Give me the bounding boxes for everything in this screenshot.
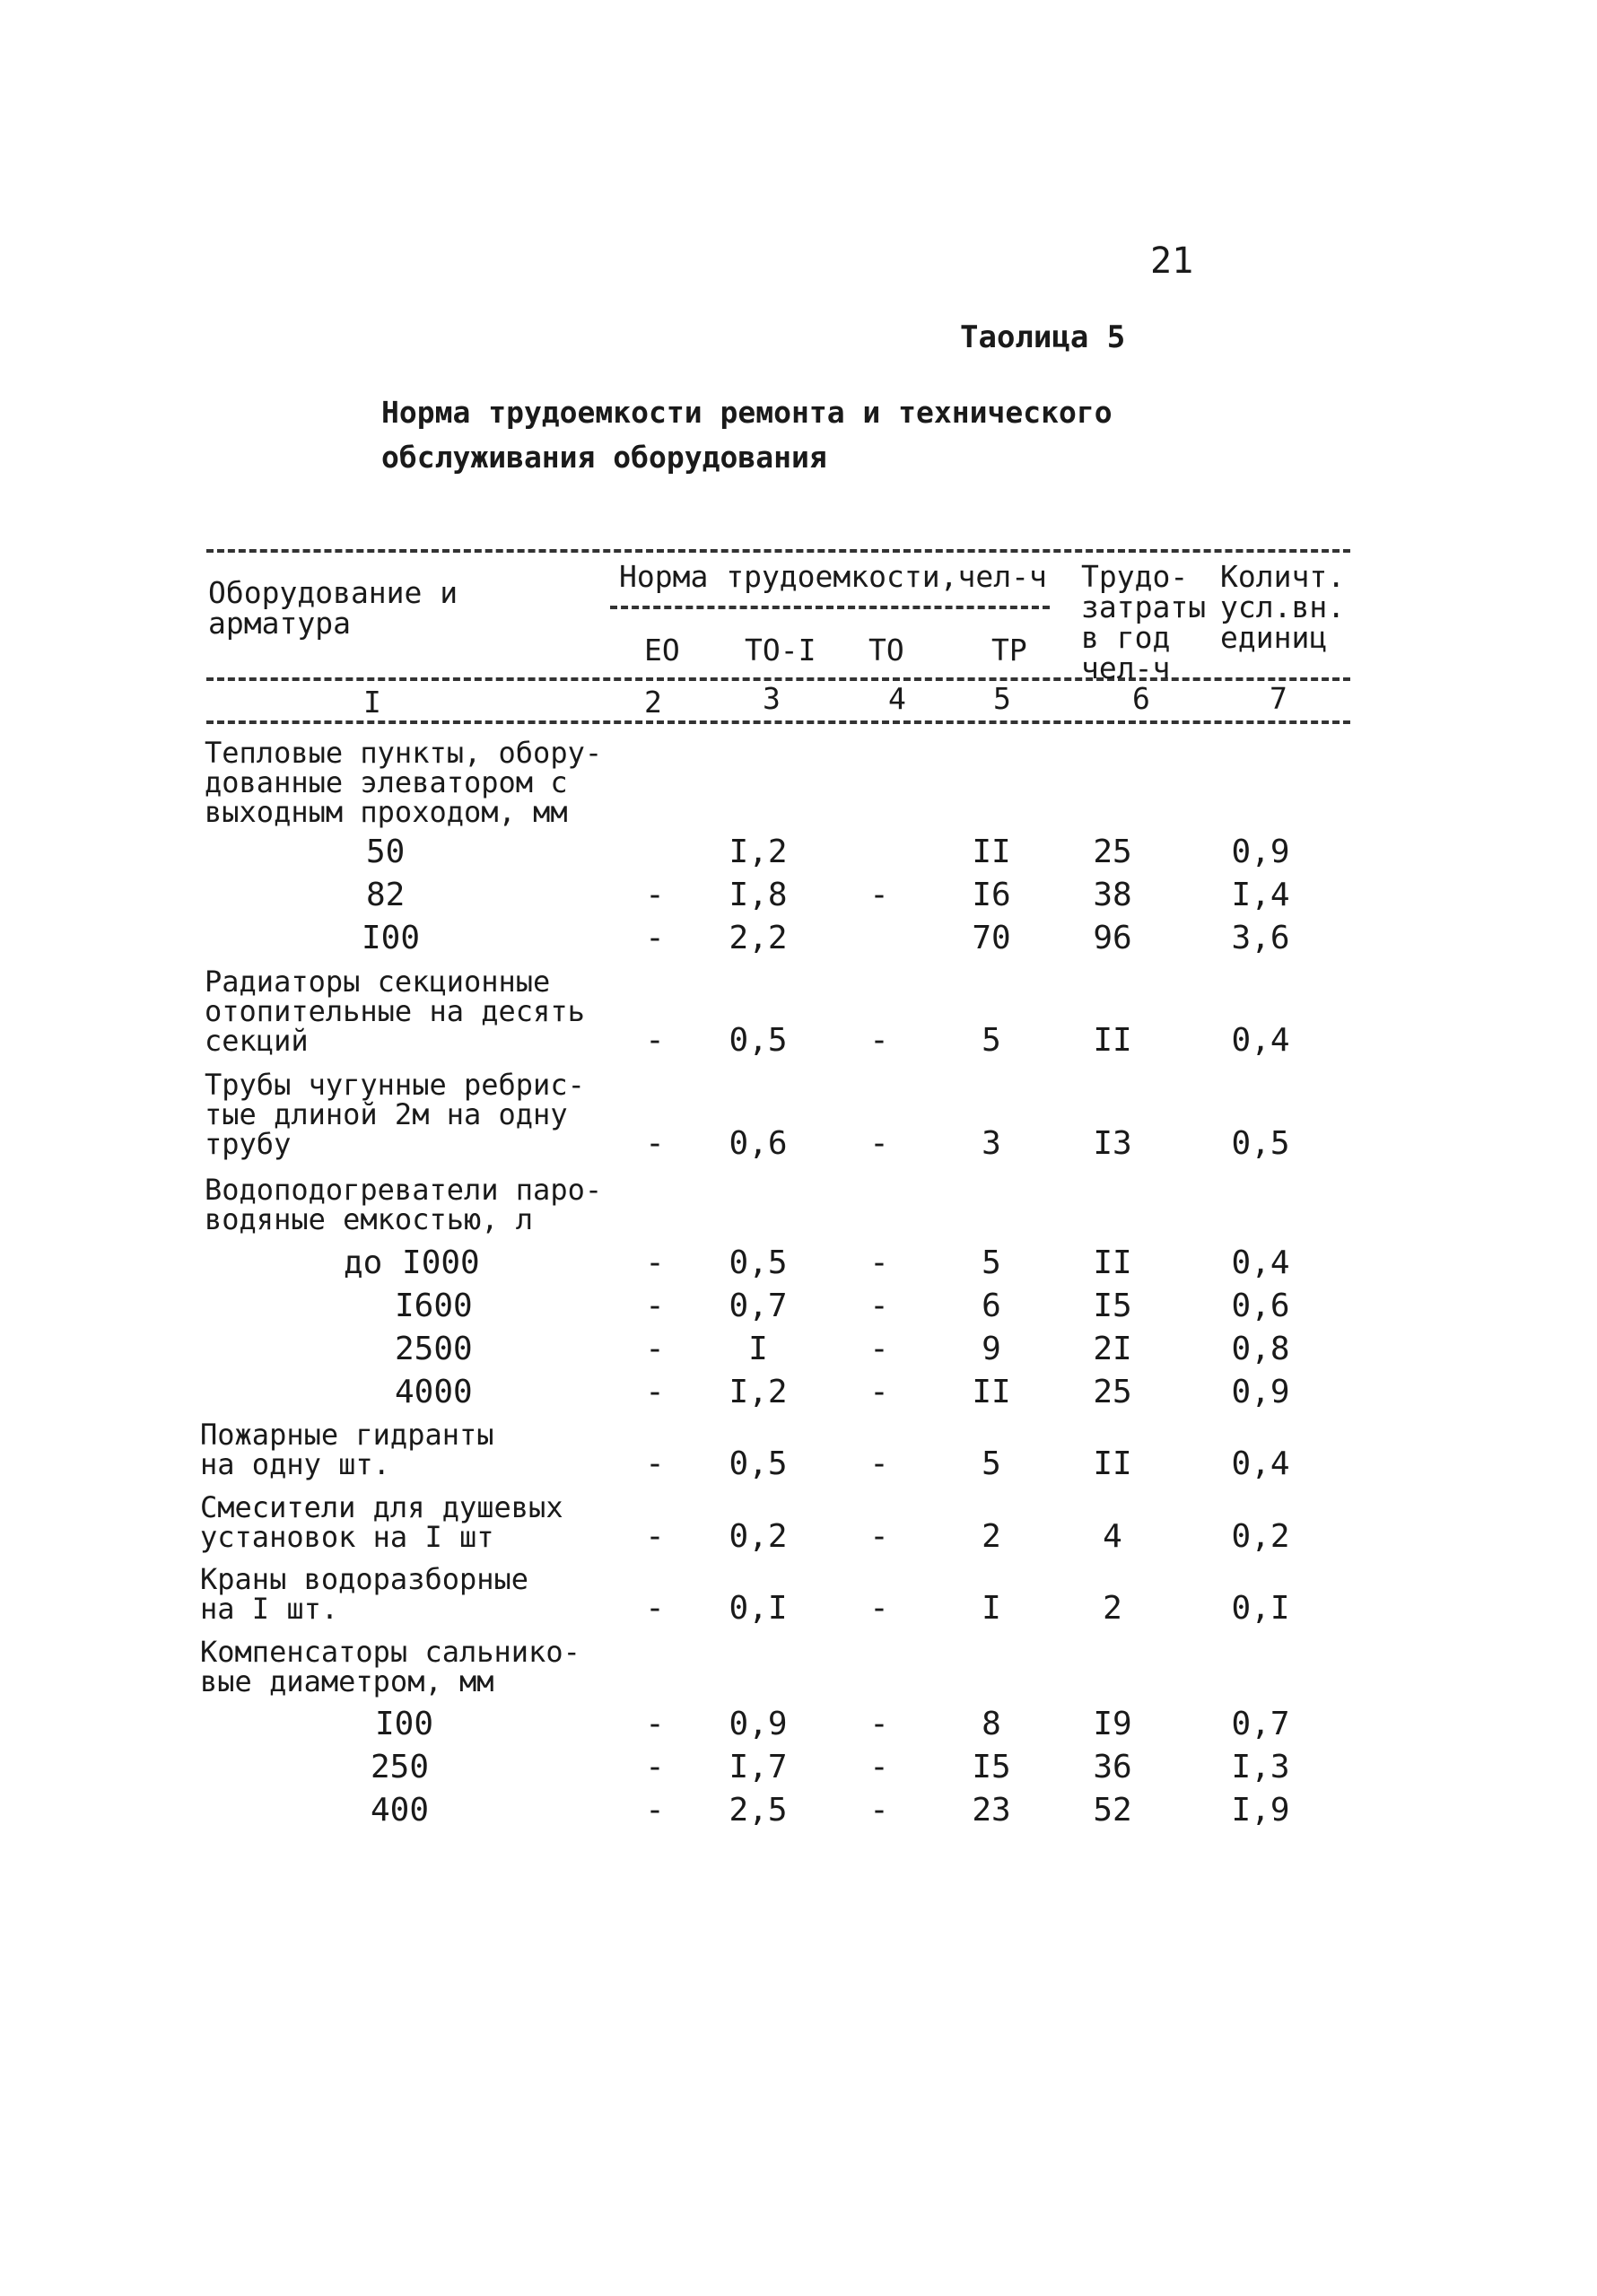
cell-annual: 4 — [1103, 1518, 1122, 1555]
sub-item-2500: 2500 — [395, 1331, 473, 1367]
caption-line-2: обслуживания оборудования — [381, 440, 827, 475]
cell-units: I,9 — [1231, 1792, 1290, 1829]
cell-eo: - — [645, 1125, 665, 1162]
sub-item-100: I00 — [362, 920, 421, 956]
cell-tr: II — [972, 1374, 1011, 1410]
cell-to: - — [869, 1792, 889, 1829]
sub-item-4000: 4000 — [395, 1374, 473, 1410]
cell-units: 0,5 — [1231, 1125, 1290, 1162]
cell-to: - — [869, 1445, 889, 1482]
row-label-taps: Краны водоразборные на I шт. — [200, 1562, 529, 1626]
cell-annual: 36 — [1093, 1749, 1132, 1785]
cell-tr: 3 — [982, 1125, 1001, 1162]
cell-to1: 0,5 — [729, 1022, 788, 1059]
table-label: Таолица 5 — [960, 319, 1126, 355]
cell-to: - — [869, 1022, 889, 1059]
cell-annual: 2I — [1093, 1331, 1132, 1367]
cell-units: 0,4 — [1231, 1244, 1290, 1281]
cell-annual: 2 — [1103, 1590, 1122, 1627]
header-labor-norm-group: Норма трудоемкости,чел-ч — [619, 559, 1047, 594]
cell-tr: I — [982, 1590, 1001, 1627]
cell-eo: - — [645, 877, 665, 913]
cell-units: 0,6 — [1231, 1288, 1290, 1324]
cell-tr: 5 — [982, 1445, 1001, 1482]
row-label-radiators: Радиаторы секционные отопительные на десять секций — [205, 965, 585, 1058]
cell-to1: 2,2 — [729, 920, 788, 956]
col-number-2: 2 — [644, 685, 662, 720]
cell-to: - — [869, 1331, 889, 1367]
cell-annual: 52 — [1093, 1792, 1132, 1829]
row-label-compensators: Компенсаторы сальнико- вые диаметром, мм — [200, 1635, 580, 1698]
cell-annual: I5 — [1093, 1288, 1132, 1324]
cell-eo: - — [645, 1792, 665, 1829]
header-eo: ЕО — [644, 633, 680, 668]
col-number-7: 7 — [1270, 681, 1287, 716]
cell-to1: 2,5 — [729, 1792, 788, 1829]
col-number-5: 5 — [993, 681, 1011, 716]
col-number-6: 6 — [1132, 681, 1150, 716]
header-bottom-rule — [206, 720, 1350, 724]
cell-eo: - — [645, 1331, 665, 1367]
cell-to: - — [869, 1288, 889, 1324]
cell-eo: - — [645, 1590, 665, 1627]
cell-annual: I9 — [1093, 1706, 1132, 1742]
cell-tr: 2 — [982, 1518, 1001, 1555]
cell-to1: 0,5 — [729, 1244, 788, 1281]
cell-eo: - — [645, 1518, 665, 1555]
cell-tr: 70 — [972, 920, 1011, 956]
cell-units: 0,7 — [1231, 1706, 1290, 1742]
cell-tr: 8 — [982, 1706, 1001, 1742]
cell-eo: - — [645, 1706, 665, 1742]
cell-to: - — [869, 1590, 889, 1627]
cell-tr: II — [972, 834, 1011, 870]
cell-annual: II — [1093, 1022, 1132, 1059]
caption-line-1: Норма трудоемкости ремонта и технического — [381, 395, 1113, 430]
header-to: ТО — [868, 633, 904, 668]
page-number: 21 — [1150, 240, 1194, 282]
row-label-mixers: Смесители для душевых установок на I шт — [200, 1490, 563, 1554]
sub-item-up-to-1000: до I000 — [344, 1244, 480, 1281]
header-equipment: Оборудование и арматура — [208, 575, 458, 641]
row-label-heat-points: Тепловые пункты, обору- дованные элеватором с выходным проходом, мм — [205, 736, 603, 829]
cell-to: - — [869, 1374, 889, 1410]
cell-to: - — [869, 1706, 889, 1742]
cell-to1: 0,2 — [729, 1518, 788, 1555]
cell-to1: 0,6 — [729, 1125, 788, 1162]
sub-item-1600: I600 — [395, 1288, 473, 1324]
cell-units: 0,4 — [1231, 1022, 1290, 1059]
cell-to: - — [869, 1749, 889, 1785]
cell-tr: I6 — [972, 877, 1011, 913]
cell-units: 0,I — [1231, 1590, 1290, 1627]
cell-units: I,4 — [1231, 877, 1290, 913]
cell-annual: 25 — [1093, 1374, 1132, 1410]
cell-annual: II — [1093, 1244, 1132, 1281]
cell-eo: - — [645, 1022, 665, 1059]
cell-eo: - — [645, 920, 665, 956]
cell-eo: - — [645, 1244, 665, 1281]
cell-tr: 5 — [982, 1244, 1001, 1281]
cell-units: 0,8 — [1231, 1331, 1290, 1367]
col-number-3: 3 — [763, 681, 781, 716]
header-to1: ТО-I — [745, 633, 816, 668]
cell-eo: - — [645, 1288, 665, 1324]
group-header-rule — [610, 606, 1050, 609]
sub-item-250: 250 — [371, 1749, 430, 1785]
cell-to1: I,2 — [729, 834, 788, 870]
cell-to1: I — [748, 1331, 768, 1367]
cell-tr: 23 — [972, 1792, 1011, 1829]
cell-to: - — [869, 1518, 889, 1555]
cell-units: 0,2 — [1231, 1518, 1290, 1555]
cell-annual: 25 — [1093, 834, 1132, 870]
header-top-rule — [206, 549, 1350, 553]
cell-units: 0,9 — [1231, 1374, 1290, 1410]
cell-annual: I3 — [1093, 1125, 1132, 1162]
sub-item-50: 50 — [366, 834, 406, 870]
header-annual-labor: Трудо- затраты в год чел-ч — [1081, 559, 1207, 685]
cell-to: - — [869, 877, 889, 913]
cell-to: - — [869, 1244, 889, 1281]
cell-annual: II — [1093, 1445, 1132, 1482]
col-number-1: I — [363, 685, 381, 720]
cell-to: - — [869, 1125, 889, 1162]
header-tr: ТР — [991, 633, 1027, 668]
cell-units: 0,4 — [1231, 1445, 1290, 1482]
cell-tr: I5 — [972, 1749, 1011, 1785]
cell-to1: 0,7 — [729, 1288, 788, 1324]
cell-annual: 96 — [1093, 920, 1132, 956]
cell-tr: 9 — [982, 1331, 1001, 1367]
cell-units: 0,9 — [1231, 834, 1290, 870]
sub-item-400: 400 — [371, 1792, 430, 1829]
row-label-water-heaters: Водоподогреватели паро- водяные емкостью, л — [205, 1173, 603, 1236]
cell-to1: 0,5 — [729, 1445, 788, 1482]
cell-eo: - — [645, 1749, 665, 1785]
sub-item-82: 82 — [366, 877, 406, 913]
cell-to1: 0,I — [729, 1590, 788, 1627]
cell-to1: 0,9 — [729, 1706, 788, 1742]
table-caption — [381, 390, 1113, 480]
sub-item-100: I00 — [375, 1706, 434, 1742]
row-label-fire-hydrants: Пожарные гидранты на одну шт. — [200, 1418, 494, 1481]
col-number-4: 4 — [888, 681, 906, 716]
cell-to1: I,7 — [729, 1749, 788, 1785]
cell-to1: I,8 — [729, 877, 788, 913]
cell-eo: - — [645, 1374, 665, 1410]
cell-units: I,3 — [1231, 1749, 1290, 1785]
cell-units: 3,6 — [1231, 920, 1290, 956]
cell-annual: 38 — [1093, 877, 1132, 913]
cell-tr: 5 — [982, 1022, 1001, 1059]
cell-to1: I,2 — [729, 1374, 788, 1410]
row-label-pipes: Трубы чугунные ребрис- тые длиной 2м на одну трубу — [205, 1068, 585, 1161]
cell-tr: 6 — [982, 1288, 1001, 1324]
cell-eo: - — [645, 1445, 665, 1482]
header-conditional-units: Количт. усл.вн. единиц — [1220, 559, 1346, 655]
